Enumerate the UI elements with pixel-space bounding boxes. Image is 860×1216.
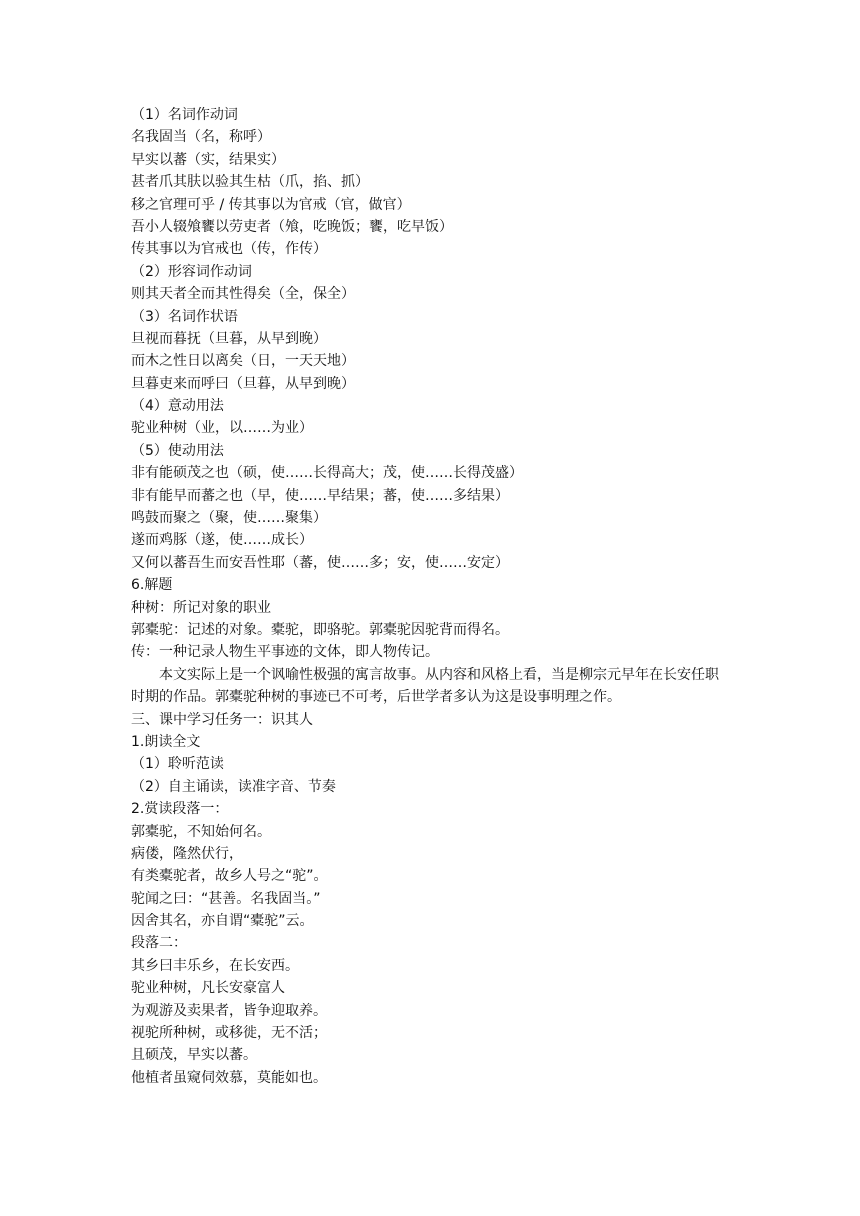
text-line: 遂而鸡豚（遂，使……成长） [131, 532, 313, 549]
text-line: 非有能早而蕃之也（早，使……早结果；蕃，使……多结果） [131, 487, 509, 504]
text-line: 甚者爪其肤以验其生枯（爪，掐、抓） [131, 174, 369, 191]
text-line: 视驼所种树，或移徙，无不活； [131, 1025, 327, 1042]
text-line: 鸣鼓而聚之（聚，使……聚集） [131, 510, 327, 527]
section-heading: 6.解题 [131, 577, 173, 594]
text-line: 病偻，隆然伏行， [131, 845, 243, 862]
section-heading: 三、课中学习任务一：识其人 [131, 711, 313, 728]
text-line: 早实以蕃（实，结果实） [131, 151, 285, 168]
text-line: 驼业种树，凡长安豪富人 [131, 980, 285, 997]
text-line: 因舍其名，亦自谓“橐驼”云。 [131, 913, 314, 930]
text-line: 郭橐驼，不知始何名。 [131, 823, 271, 840]
text-line: 移之官理可乎 / 传其事以为官戒（官，做官） [131, 196, 411, 213]
text-line: （2）形容词作动词 [131, 263, 252, 280]
text-line: 传：一种记录人物生平事迹的文体，即人物传记。 [131, 644, 439, 661]
text-line: 驼业种树（业，以……为业） [131, 420, 313, 437]
text-line: （1）名词作动词 [131, 107, 238, 123]
text-line: 吾小人辍飧饔以劳吏者（飧，吃晚饭；饔，吃早饭） [131, 218, 453, 235]
text-line: （5）使动用法 [131, 442, 224, 459]
body-paragraph: 本文实际上是一个讽喻性极强的寓言故事。从内容和风格上看，当是柳宗元早年在长安任职时期的作品。郭橐驼种树的事迹已不可考，后世学者多认为这是设事明理之作。 [131, 666, 719, 706]
text-line: 种树：所记对象的职业 [131, 599, 271, 616]
text-line: 段落二： [131, 935, 187, 952]
text-line: 2.赏读段落一： [131, 801, 229, 818]
text-line: 1.朗读全文 [131, 733, 201, 750]
text-line: （3）名词作状语 [131, 308, 238, 325]
text-line: 其乡曰丰乐乡，在长安西。 [131, 957, 299, 974]
text-line: 且硕茂，早实以蕃。 [131, 1047, 257, 1064]
text-line: 驼闻之曰：“甚善。名我固当。” [131, 890, 321, 907]
text-line: 而木之性日以离矣（日，一天天地） [131, 353, 355, 370]
text-line: 旦暮吏来而呼曰（旦暮，从早到晚） [131, 375, 355, 392]
text-line: 他植者虽窥伺效慕，莫能如也。 [131, 1069, 327, 1086]
text-line: 郭橐驼：记述的对象。橐驼，即骆驼。郭橐驼因驼背而得名。 [131, 621, 509, 638]
document-body [131, 104, 731, 1089]
text-line: 则其天者全而其性得矣（全，保全） [131, 286, 355, 303]
text-line: （4）意动用法 [131, 398, 224, 415]
text-line: 旦视而暮抚（旦暮，从早到晚） [131, 330, 327, 347]
text-line: 为观游及卖果者，皆争迎取养。 [131, 1002, 327, 1019]
text-line: 有类橐驼者，故乡人号之“驼”。 [131, 868, 328, 885]
text-line: （1）聆听范读 [131, 756, 224, 773]
text-line: （2）自主诵读，读准字音、节奏 [131, 778, 336, 795]
text-line: 非有能硕茂之也（硕，使……长得高大；茂，使……长得茂盛） [131, 465, 523, 482]
text-line: 名我固当（名，称呼） [131, 129, 271, 146]
text-line: 传其事以为官戒也（传，作传） [131, 241, 327, 258]
text-line: 又何以蕃吾生而安吾性耶（蕃，使……多；安，使……安定） [131, 554, 509, 571]
